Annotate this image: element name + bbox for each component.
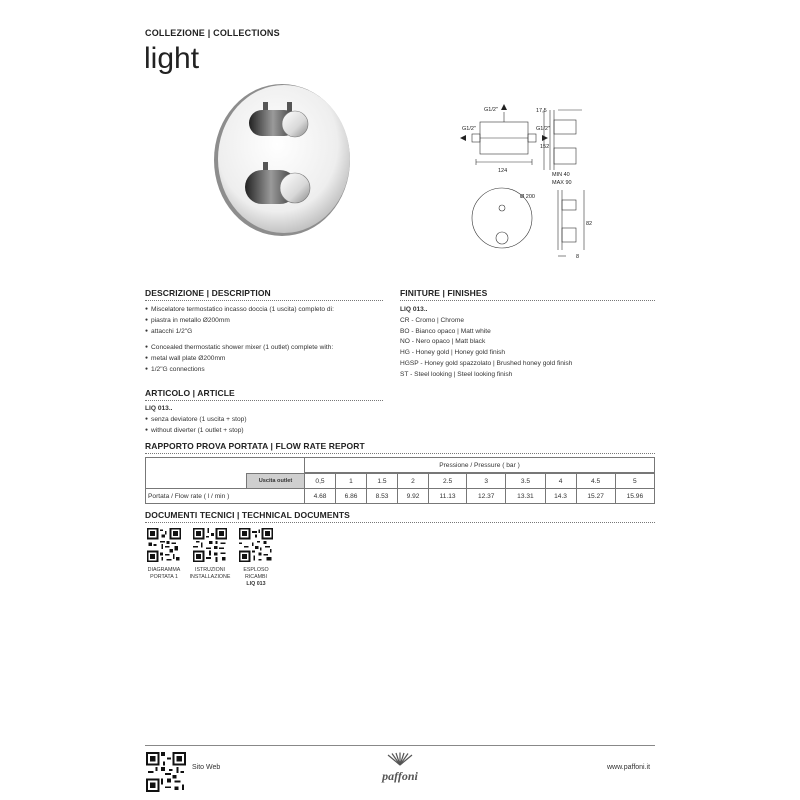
drawing-label-top: G1/2" (484, 107, 498, 113)
website-qr-code-icon[interactable] (146, 752, 186, 792)
drawing-dim-175: 17,5 (536, 108, 547, 114)
finish-item: NO - Nero opaco | Matt black (400, 338, 486, 346)
finishes-rule (400, 300, 655, 301)
pressure-cell: 4.5 (576, 474, 615, 489)
flow-row-label: Portata / Flow rate ( l / min ) (146, 489, 305, 504)
flow-report-heading: RAPPORTO PROVA PORTATA | FLOW RATE REPORT (145, 441, 365, 451)
pressure-cell: 2 (398, 474, 429, 489)
description-rule (145, 300, 383, 301)
drawing-label-right: G1/2" (536, 126, 550, 132)
flow-cell: 15.96 (615, 489, 654, 504)
tech-docs-heading: DOCUMENTI TECNICI | TECHNICAL DOCUMENTS (145, 510, 350, 520)
footer-url[interactable]: www.paffoni.it (607, 764, 651, 771)
flow-cell: 8.53 (367, 489, 398, 504)
article-heading: ARTICOLO | ARTICLE (145, 388, 235, 398)
doc-caption: DIAGRAMMA PORTATA 1 (147, 567, 181, 580)
tech-docs-rule (145, 522, 655, 523)
drawing-dim-152: 152 (540, 144, 550, 150)
flow-report-rule (145, 453, 655, 454)
description-en-line: ● metal wall plate Ø200mm (145, 354, 334, 365)
description-en-line: ● 1/2"G connections (145, 365, 334, 376)
finish-item: BO - Bianco opaco | Matt white (400, 327, 491, 335)
product-title: light (144, 42, 200, 75)
fan-logo-icon (382, 752, 418, 766)
pressure-cell: 2.5 (429, 474, 467, 489)
description-it-line: ● attacchi 1/2"G (145, 327, 334, 338)
drawing-dim-width: 124 (498, 168, 508, 174)
technical-drawing (458, 100, 608, 265)
product-image (205, 80, 360, 240)
doc-flow-diagram[interactable] (139, 528, 189, 581)
doc-caption: ESPLOSO RICAMBI LIQ 013 (243, 567, 269, 587)
drawing-dim-min: MIN 40 (552, 172, 570, 178)
flow-cell: 14.3 (545, 489, 576, 504)
flow-cell: 11.13 (429, 489, 467, 504)
article-rule (145, 400, 383, 401)
flow-cell: 6.86 (336, 489, 367, 504)
doc-caption: ISTRUZIONI INSTALLAZIONE (189, 567, 231, 580)
article-line: ● without diverter (1 outlet + stop) (145, 426, 247, 437)
brand-wordmark: paffoni (382, 769, 418, 783)
pressure-cell: 1.5 (367, 474, 398, 489)
brand-logo (372, 752, 428, 784)
description-heading: DESCRIZIONE | DESCRIPTION (145, 288, 271, 298)
article-code: LIQ 013.. (145, 405, 173, 412)
pressure-cell: 3 (467, 474, 506, 489)
finish-item: HG - Honey gold | Honey gold finish (400, 349, 506, 357)
finish-item: ST - Steel looking | Steel looking finish (400, 370, 513, 378)
description-it-line: ● piastra in metallo Ø200mm (145, 316, 334, 327)
finishes-heading: FINITURE | FINISHES (400, 288, 488, 298)
outlet-label: Uscita outlet (247, 474, 305, 489)
article-line: ● senza deviatore (1 uscita + stop) (145, 415, 247, 426)
flow-rate-table (145, 457, 655, 504)
pressure-cell: 3.5 (506, 474, 545, 489)
flow-cell: 13.31 (506, 489, 545, 504)
flow-cell: 12.37 (467, 489, 506, 504)
pressure-cell: 1 (336, 474, 367, 489)
footer-site-label: Sito Web (192, 764, 221, 771)
doc-installation[interactable] (185, 528, 235, 581)
pressure-cell: 0,5 (305, 474, 336, 489)
flow-table-corner (146, 458, 305, 474)
drawing-label-left: G1/2" (462, 126, 476, 132)
drawing-dim-max: MAX 90 (552, 180, 572, 186)
description-it-line: ● Miscelatore termostatico incasso doccia (1 uscita) completo di: (145, 305, 334, 316)
pressure-cell: 4 (545, 474, 576, 489)
pressure-header: Pressione / Pressure ( bar ) (305, 458, 655, 473)
finish-item: HGSP - Honey gold spazzolato | Brushed honey gold finish (400, 359, 573, 367)
drawing-dim-diam: Ø 200 (520, 194, 535, 200)
article-body (145, 404, 247, 436)
finishes-code: LIQ 013.. (400, 306, 428, 313)
description-body (145, 305, 334, 376)
qr-code-icon[interactable] (239, 528, 273, 562)
finish-item: CR - Cromo | Chrome (400, 316, 464, 324)
collections-label: COLLEZIONE | COLLECTIONS (145, 28, 280, 38)
drawing-dim-8: 8 (576, 254, 580, 260)
flow-cell: 15.27 (576, 489, 615, 504)
finishes-list (400, 305, 572, 381)
drawing-dim-82: 82 (586, 221, 593, 227)
description-en-line: ● Concealed thermostatic shower mixer (1 outlet) complete with: (145, 343, 334, 354)
footer-rule (145, 745, 655, 746)
doc-spare-parts[interactable] (231, 528, 281, 588)
qr-code-icon[interactable] (147, 528, 181, 562)
pressure-cell: 5 (615, 474, 654, 489)
flow-cell: 4.68 (305, 489, 336, 504)
qr-code-icon[interactable] (193, 528, 227, 562)
flow-cell: 9.92 (398, 489, 429, 504)
